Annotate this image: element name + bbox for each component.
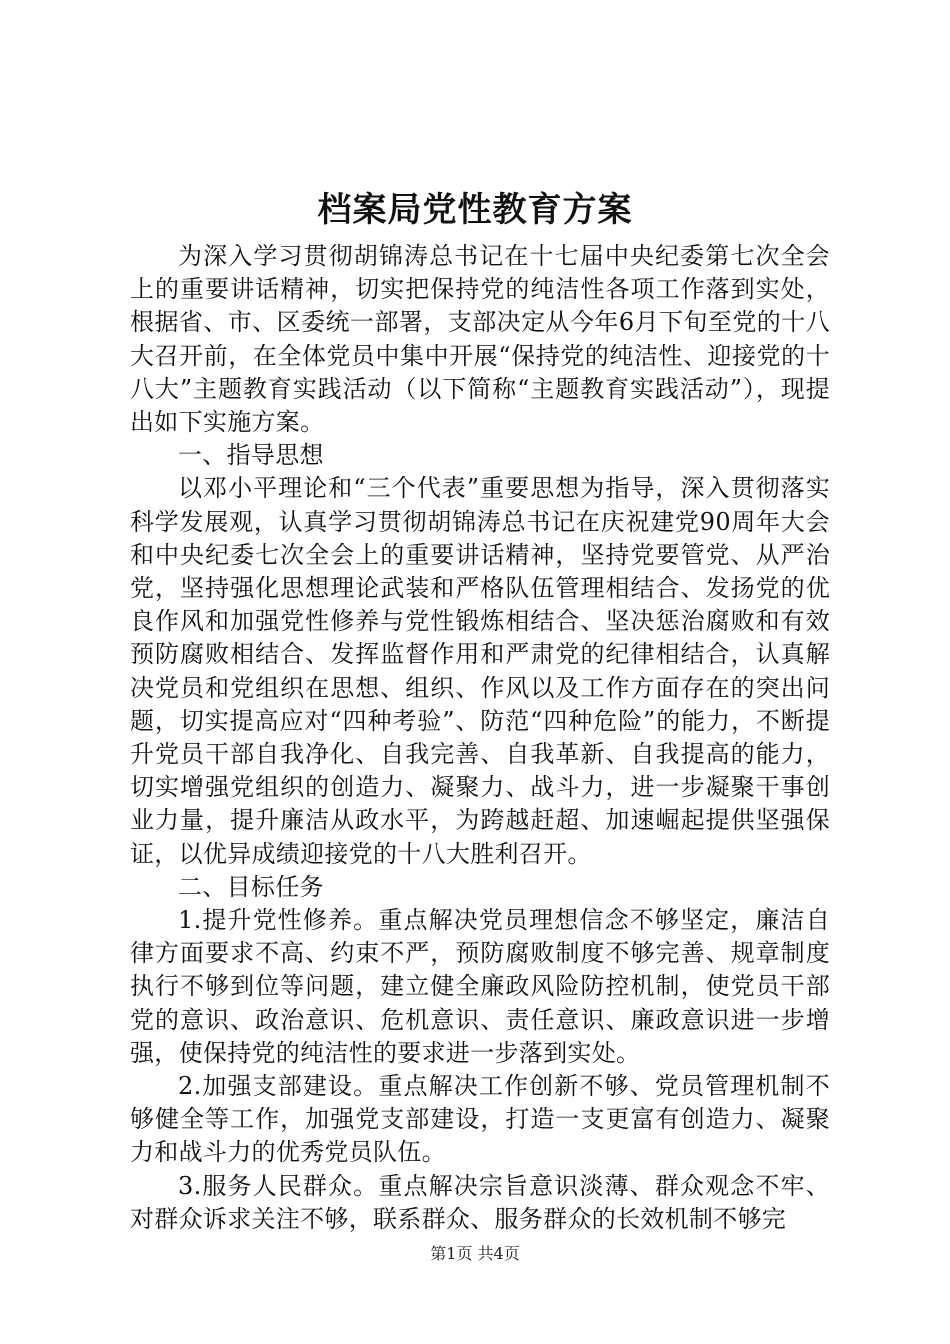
guiding-thought-paragraph: 以邓小平理论和“三个代表”重要思想为指导，深入贯彻落实科学发展观，认真学习贯彻胡锦涛总书记在庆祝建党90周年大会和中央纪委七次全会上的重要讲话精神，坚持党要管党、从严治党，坚持强化思想理论武装和严格队伍管理相结合、发扬党的优良作风和加强党性修养与党性锻炼相结合、坚决惩治腐败和有效预防腐败相结合、发挥监督作用和严肃党的纪律相结合，认真解决党员和党组织在思想、组织、作风以及工作方面存在的突出问题，切实提高应对“四种考验”、防范“四种危险”的能力，不断提升党员干部自我净化、自我完善、自我革新、自我提高的能力，切实增强党组织的创造力、凝聚力、战斗力，进一步凝聚干事创业力量，提升廉洁从政水平，为跨越赶超、加速崛起提供坚强保证，以优异成绩迎接党的十八大胜利召开。 <box>130 474 830 868</box>
section-heading-guiding-thought: 一、指导思想 <box>178 441 324 470</box>
section-heading-goals-tasks: 二、目标任务 <box>178 872 324 901</box>
document-title: 档案局党性教育方案 <box>317 190 633 230</box>
task-item-1: 1.提升党性修养。重点解决党员理想信念不够坚定，廉洁自律方面要求不高、约束不严，预防腐败制度不够完善、规章制度执行不够到位等问题，建立健全廉政风险防控机制，使党员干部党的意识、政治意识、危机意识、责任意识、廉政意识进一步增强，使保持党的纯洁性的要求进一步落到实处。 <box>130 906 830 1067</box>
page-number-footer: 第1页 共4页 <box>430 1244 520 1263</box>
document-body <box>130 240 830 1236</box>
task-item-2: 2.加强支部建设。重点解决工作创新不够、党员管理机制不够健全等工作，加强党支部建设，打造一支更富有创造力、凝聚力和战斗力的优秀党员队伍。 <box>130 1072 830 1167</box>
intro-paragraph: 为深入学习贯彻胡锦涛总书记在十七届中央纪委第七次全会上的重要讲话精神，切实把保持党的纯洁性各项工作落到实处，根据省、市、区委统一部署，支部决定从今年6月下旬至党的十八大召开前，在全体党员中集中开展“保持党的纯洁性、迎接党的十八大”主题教育实践活动（以下简称“主题教育实践活动”），现提出如下实施方案。 <box>130 242 830 437</box>
task-item-3: 3.服务人民群众。重点解决宗旨意识淡薄、群众观念不牢、对群众诉求关注不够，联系群众、服务群众的长效机制不够完 <box>130 1171 830 1233</box>
